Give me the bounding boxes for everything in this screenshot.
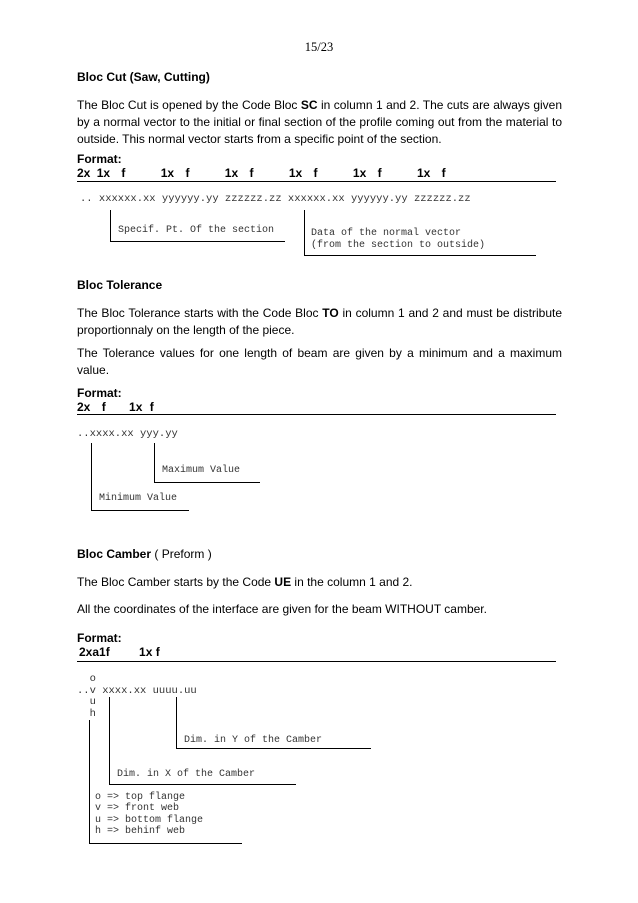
camber-y-bracket-left [176, 697, 177, 749]
camber-caption-y: Dim. in Y of the Camber [184, 735, 323, 746]
cut-format-label: Format: [77, 152, 122, 166]
cut-format-rule [77, 181, 556, 182]
cut-caption-vector-2: (from the section to outside) [311, 240, 486, 251]
camber-format-label: Format: [77, 631, 122, 645]
camber-paragraph-1: The Bloc Camber starts by the Code UE in the column 1 and 2. [77, 575, 413, 589]
page-number: 15/23 [304, 40, 334, 54]
camber-legend: o => top flange v => front web u => bottom flange h => behinf web [95, 792, 204, 837]
cut-vector-bracket-left [304, 210, 305, 256]
tolerance-code-line: ..xxxx.xx yyy.yy [77, 428, 178, 440]
cut-paragraph: The Bloc Cut is opened by the Code Bloc SC in column 1 and 2. The cuts are always given by a normal vector to the initial or final section of the profile coming out from the material to outside. This normal vector starts from a specific point of the section. [77, 98, 563, 146]
cut-bracket-left [110, 210, 111, 242]
cut-caption-point: Specif. Pt. Of the section [118, 225, 275, 236]
tolerance-caption-max: Maximum Value [162, 465, 241, 476]
section-title-camber: Bloc Camber ( Preform ) [77, 547, 212, 561]
cut-caption-vector-1: Data of the normal vector [311, 228, 462, 239]
tolerance-max-bracket-left [154, 443, 155, 483]
tolerance-caption-min: Minimum Value [99, 493, 178, 504]
tolerance-paragraph-2: The Tolerance values for one length of beam are given by a minimum and a maximum value. [77, 346, 562, 377]
camber-format-rule [77, 661, 556, 662]
camber-legend-bracket-left [89, 720, 90, 844]
cut-code-line: .. xxxxxx.xx yyyyyy.yy zzzzzz.zz xxxxxx.xx yyyyyy.yy zzzzzz.zz [80, 193, 471, 205]
section-title-tolerance: Bloc Tolerance [77, 278, 163, 292]
tolerance-paragraph-1: The Bloc Tolerance starts with the Code Bloc TO in column 1 and 2 and must be distribute proportionnaly on the length of the piece. [77, 306, 562, 337]
tolerance-min-bracket-bottom [91, 510, 189, 511]
camber-x-bracket-left [109, 697, 110, 785]
camber-y-bracket-bottom [176, 748, 371, 749]
cut-bracket-bottom [110, 241, 285, 242]
camber-x-bracket-bottom [109, 784, 296, 785]
camber-code-block: o ..v xxxx.xx uuuu.uu u h [77, 673, 197, 720]
camber-legend-bracket-bottom [89, 843, 242, 844]
tolerance-format-fields: 2x f 1x f [77, 400, 154, 414]
camber-format-fields: 2xa1f 1x f [79, 645, 160, 659]
section-title-cut: Bloc Cut (Saw, Cutting) [77, 70, 210, 84]
tolerance-format-label: Format: [77, 386, 122, 400]
tolerance-max-bracket-bottom [154, 482, 260, 483]
tolerance-min-bracket-left [91, 443, 92, 511]
camber-paragraph-2: All the coordinates of the interface are given for the beam WITHOUT camber. [77, 602, 487, 616]
tolerance-format-rule [77, 414, 556, 415]
cut-format-fields: 2x 1x f 1x f 1x f 1x f 1x f 1x f [77, 166, 446, 180]
camber-caption-x: Dim. in X of the Camber [117, 769, 256, 780]
cut-vector-bracket-bottom [304, 255, 536, 256]
